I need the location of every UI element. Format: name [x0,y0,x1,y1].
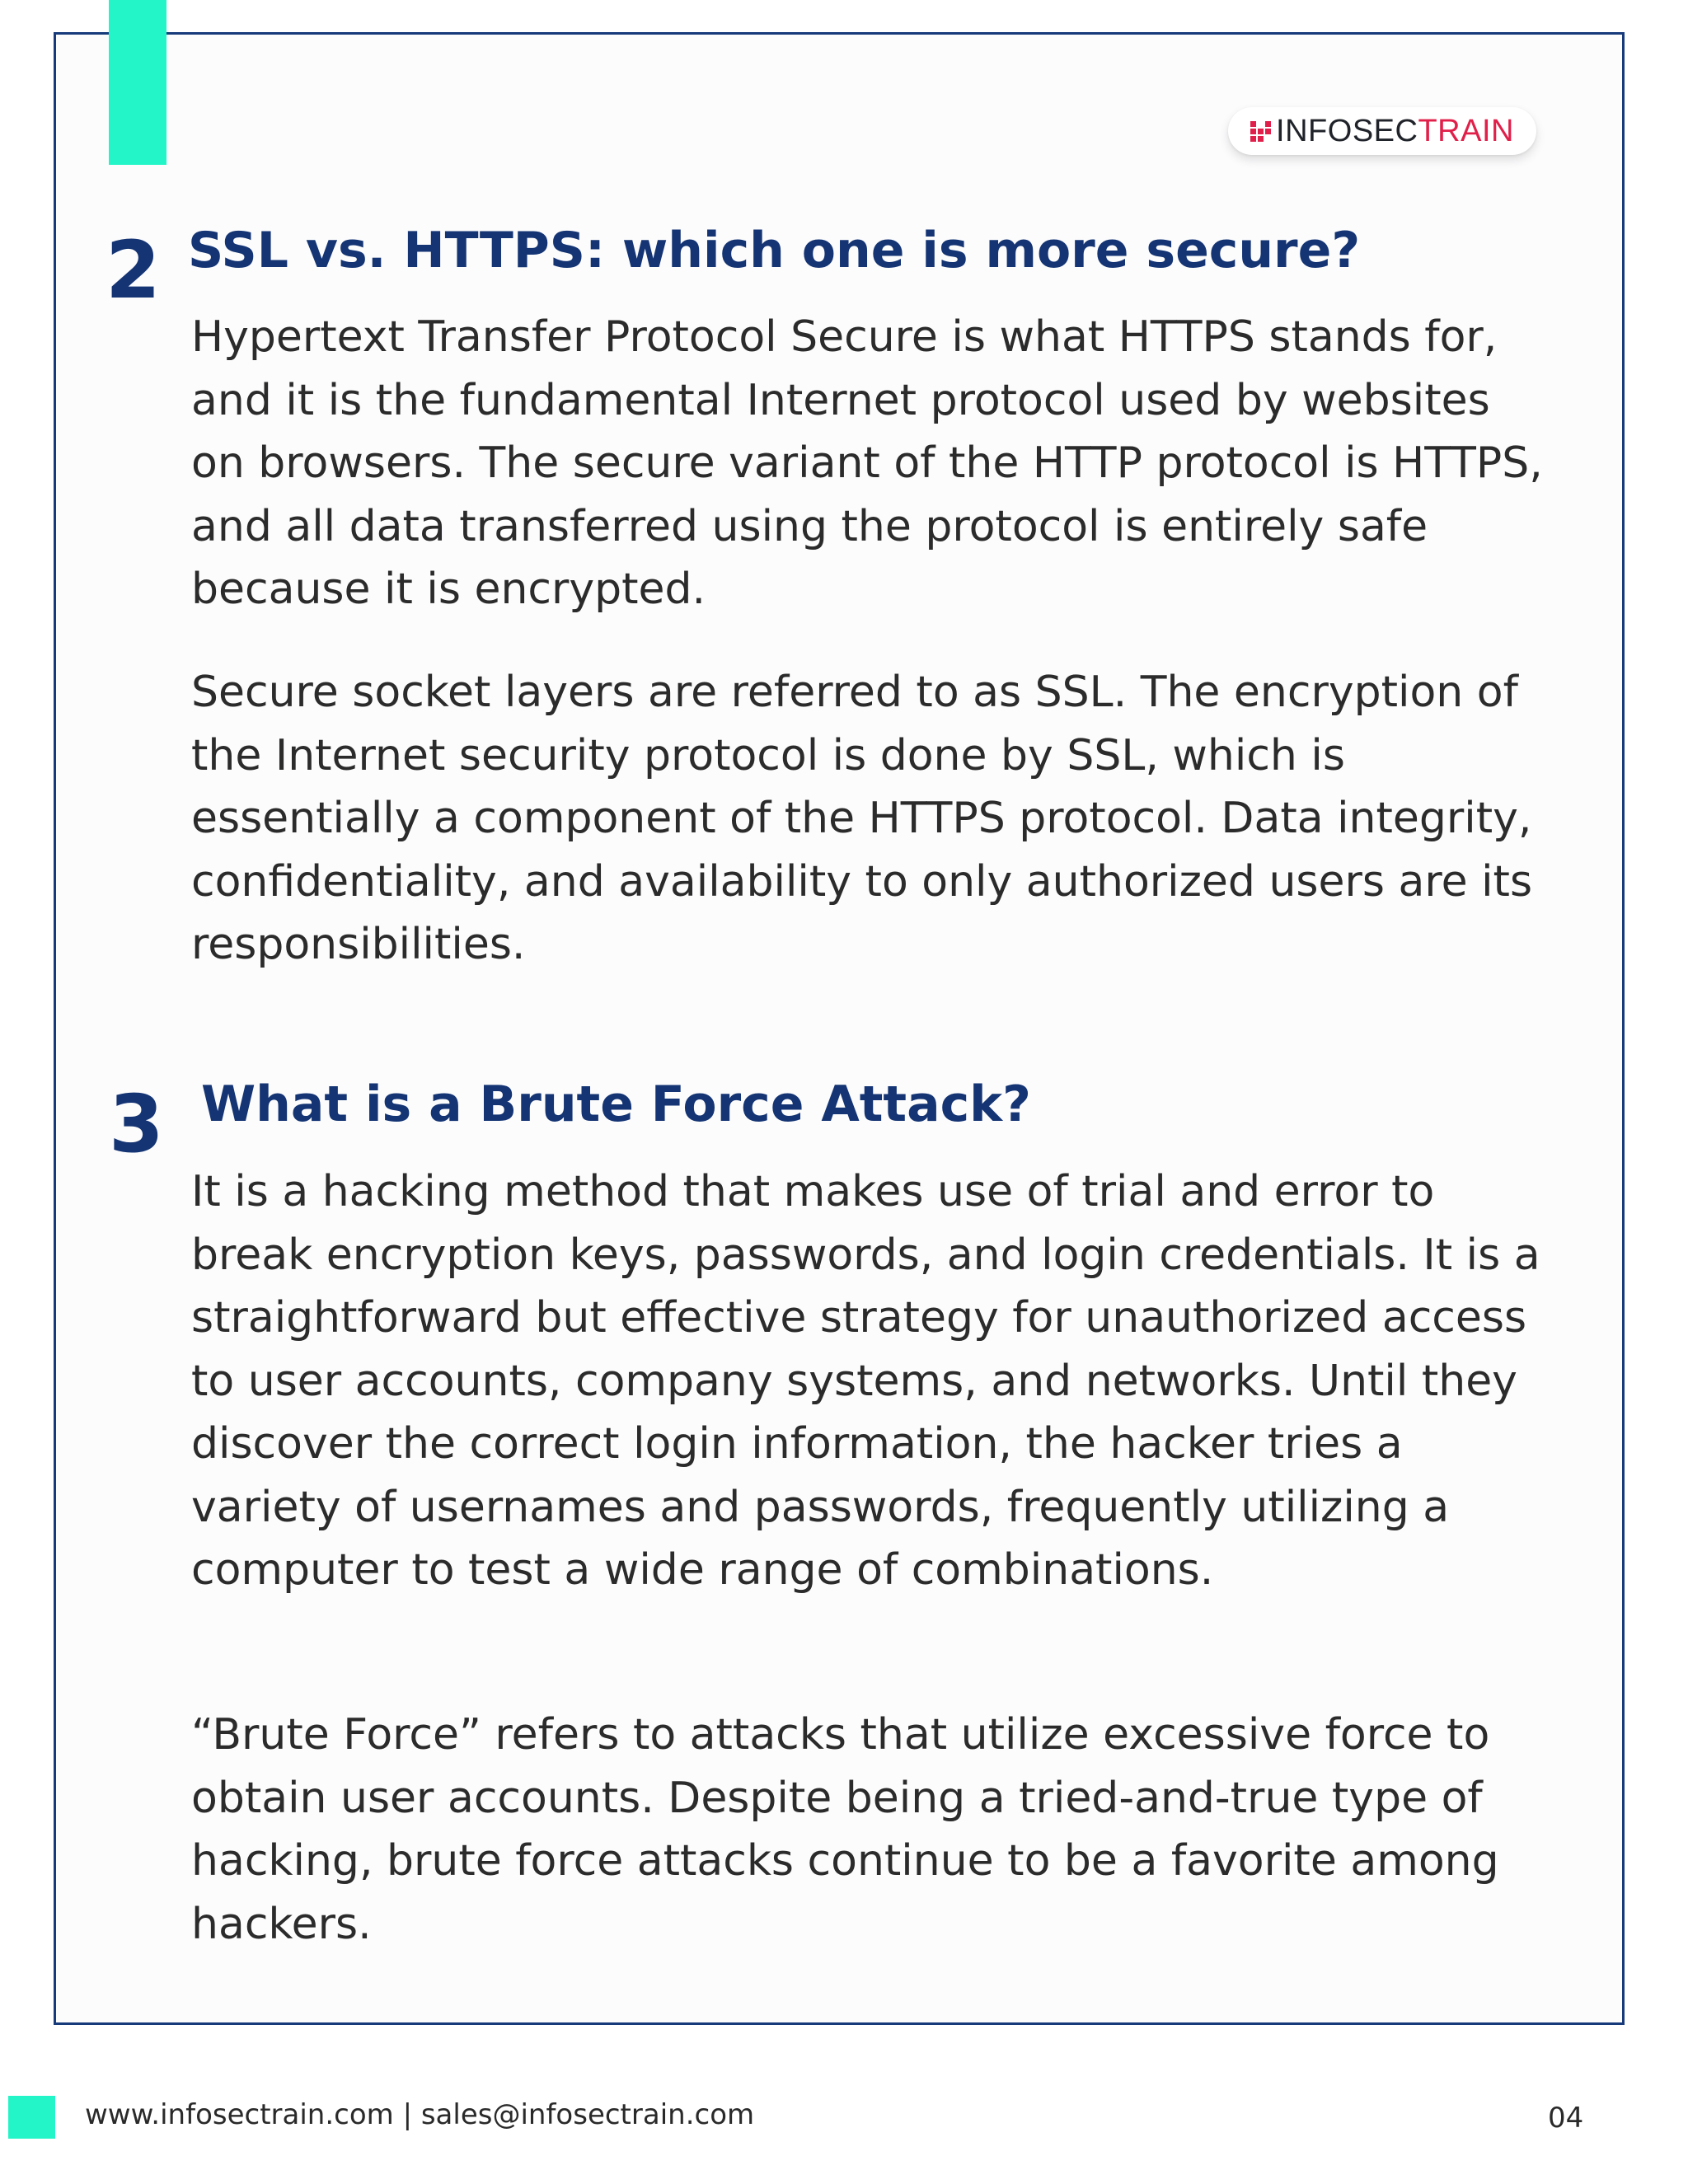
page-number: 04 [1548,2102,1584,2135]
section-paragraph: It is a hacking method that makes use of trial and error to break encryption keys, passwords, and login credentials. It is a straightforward but effective strategy for unauthorized access to user accounts, company systems, and networks. Until they discover the correct login information, the hacker tries a variety of usernames and passwords, frequently utilizing a computer to test a wide range of combinations. [191,1167,1540,1595]
section-title: What is a Brute Force Attack? [201,1076,1031,1133]
section-paragraph: Secure socket layers are referred to as SSL. The encryption of the Internet security protocol is done by SSL, which is essentially a component of the HTTPS protocol. Data integrity, confidentiality, and availability to only authorized users are its responsibilities. [191,668,1533,969]
section-number: 2 [106,224,161,316]
section-paragraph: “Brute Force” refers to attacks that utilize excessive force to obtain user accounts. Despite being a tried-and-true type of hacking, brute force attacks continue to be a favorite among hackers. [191,1710,1499,1949]
section-paragraph: Hypertext Transfer Protocol Secure is what HTTPS stands for, and it is the fundamental Internet protocol used by websites on browsers. The secure variant of the HTTP protocol is HTTPS, and all data transferred using the protocol is entirely safe because it is encrypted. [191,312,1543,614]
brand-logo [1228,107,1536,155]
section-title: SSL vs. HTTPS: which one is more secure? [188,222,1361,279]
logo-text-part1: INFOSEC [1276,113,1418,148]
footer-contact: www.infosectrain.com | sales@infosectrain.com [85,2098,755,2131]
logo-grid-icon [1250,121,1271,142]
logo-text-part2: TRAIN [1418,113,1514,148]
logo-text [1276,114,1514,149]
section-number: 3 [109,1078,164,1170]
accent-bar [109,0,166,165]
footer-accent-square [8,2096,55,2139]
